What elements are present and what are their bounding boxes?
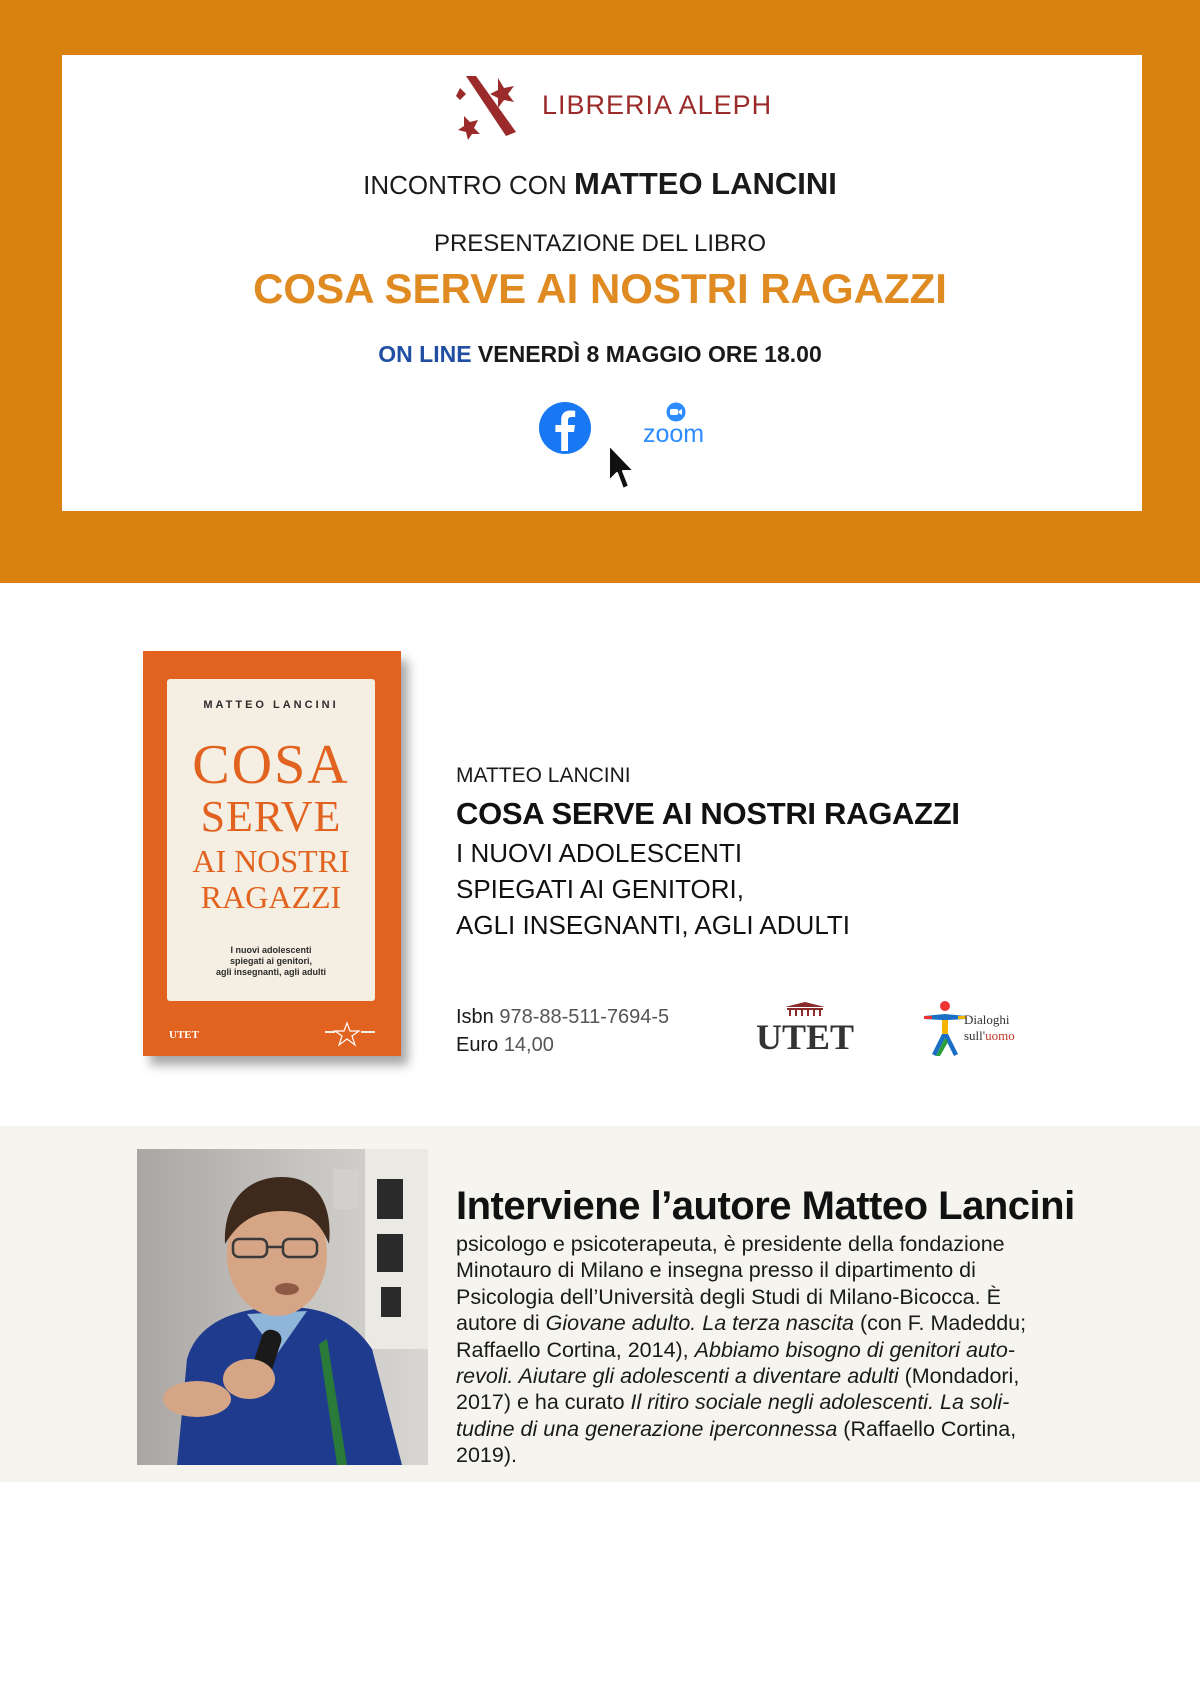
cover-subtitle-line: agli insegnanti, agli adulti	[215, 967, 326, 977]
zoom-label: zoom	[643, 420, 705, 448]
cover-paper	[167, 679, 375, 1001]
zoom-icon[interactable]	[640, 400, 716, 450]
cover-title-line: AI NOSTRI	[192, 843, 350, 879]
cover-subtitle-line: spiegati ai genitori,	[229, 956, 312, 966]
author-bio-line	[456, 1416, 1088, 1442]
author-bio-line	[456, 1284, 1088, 1310]
book-author: MATTEO LANCINI	[456, 764, 631, 787]
isbn-row	[456, 1003, 669, 1031]
utet-logo	[755, 1001, 855, 1055]
author-bio-text: (Mondadori,	[898, 1364, 1020, 1389]
dialoghi-sulluomo-logo	[922, 998, 1022, 1058]
author-bio-text: autore di	[456, 1311, 546, 1336]
cover-title-line: COSA	[192, 734, 350, 796]
author-bio-line	[456, 1337, 1088, 1363]
logo-text: LIBRERIA ALEPH	[542, 90, 773, 120]
presentazione-label: PRESENTAZIONE DEL LIBRO	[433, 230, 767, 257]
cursor-icon	[607, 443, 637, 493]
cover-subtitle	[167, 945, 375, 978]
author-bio-text: 2017) e ha curato	[456, 1390, 631, 1415]
author-bio-line	[456, 1257, 1088, 1283]
book-subtitle-line: I NUOVI ADOLESCENTI	[456, 838, 743, 868]
author-bio-text: 2019).	[456, 1443, 517, 1468]
author-bio-text: (Raffaello Cortina,	[837, 1416, 1017, 1441]
author-bio-italic: Giovane adulto. La terza nascita	[545, 1311, 855, 1336]
sulluomo-accent: uomo	[985, 1028, 1015, 1043]
cover-series-icon	[323, 1019, 377, 1047]
author-bio-text: Raffaello Cortina, 2014),	[456, 1337, 695, 1362]
libreria-aleph-logo	[452, 70, 772, 142]
utet-wordmark: UTET	[755, 1017, 855, 1057]
isbn-label: Isbn	[456, 1006, 494, 1028]
author-bio-text: psicologo e psicoterapeuta, è presidente della fondazione	[456, 1232, 1005, 1256]
cover-title-line: RAGAZZI	[200, 879, 342, 915]
price-row	[456, 1031, 669, 1059]
author-bio-text: Psicologia dell’Università degli Studi di Milano-Bicocca. È	[456, 1284, 1001, 1309]
book-cover	[143, 651, 401, 1056]
author-bio-line	[456, 1442, 1088, 1468]
zoom-camera-icon	[665, 402, 687, 422]
author-bio-line	[456, 1363, 1088, 1389]
price-value: 14,00	[503, 1034, 554, 1056]
isbn-value: 978-88-511-7694-5	[499, 1006, 670, 1028]
author-bio-line	[456, 1389, 1088, 1415]
cover-subtitle-line: I nuovi adolescenti	[230, 945, 312, 955]
sulluomo-prefix: sull'	[964, 1028, 986, 1043]
book-details	[456, 764, 1056, 943]
incontro-prefix: INCONTRO CON	[363, 170, 567, 200]
utet-building-icon	[783, 1001, 827, 1017]
author-bio	[456, 1231, 1088, 1469]
author-bio-text: Minotauro di Milano e insegna presso il dipartimento di	[456, 1258, 976, 1283]
book-subtitle-line: AGLI INSEGNANTI, AGLI ADULTI	[456, 910, 850, 940]
incontro-name: MATTEO LANCINI	[574, 166, 837, 201]
book-subtitle-line: SPIEGATI AI GENITORI,	[456, 874, 744, 904]
facebook-icon[interactable]	[538, 401, 592, 455]
author-bio-text: (con F. Madeddu;	[854, 1311, 1027, 1336]
vitruvian-man-icon	[922, 998, 968, 1058]
online-label: ON LINE	[378, 341, 472, 367]
cover-author: MATTEO LANCINI	[203, 699, 339, 711]
cover-title	[167, 734, 375, 915]
event-datetime	[0, 341, 1200, 368]
isbn-price-block	[456, 1003, 669, 1059]
dialoghi-text: Dialoghi	[964, 1012, 1010, 1027]
author-bio-italic: Abbiamo bisogno di genitori auto-	[694, 1337, 1015, 1362]
author-heading: Interviene l’autore Matteo Lancini	[456, 1184, 1075, 1228]
author-bio-line	[456, 1231, 1088, 1257]
author-bio-line	[456, 1310, 1088, 1336]
sulluomo-text	[964, 1028, 1015, 1044]
cover-title-line: SERVE	[200, 792, 342, 841]
book-title: COSA SERVE AI NOSTRI RAGAZZI	[456, 796, 960, 831]
author-bio-italic: revoli. Aiutare gli adolescenti a diventare adulti	[456, 1364, 899, 1389]
aleph-logo-icon	[452, 70, 524, 142]
author-bio-italic: tudine di una generazione iperconnessa	[456, 1416, 838, 1441]
price-label: Euro	[456, 1034, 499, 1056]
book-title-heading: COSA SERVE AI NOSTRI RAGAZZI	[253, 265, 947, 312]
author-photo	[137, 1149, 428, 1465]
event-date: VENERDÌ 8 MAGGIO ORE 18.00	[477, 341, 822, 367]
incontro-line	[0, 166, 1200, 202]
author-bio-italic: Il ritiro sociale negli adolescenti. La soli-	[630, 1390, 1010, 1415]
cover-publisher: UTET	[169, 1029, 199, 1041]
